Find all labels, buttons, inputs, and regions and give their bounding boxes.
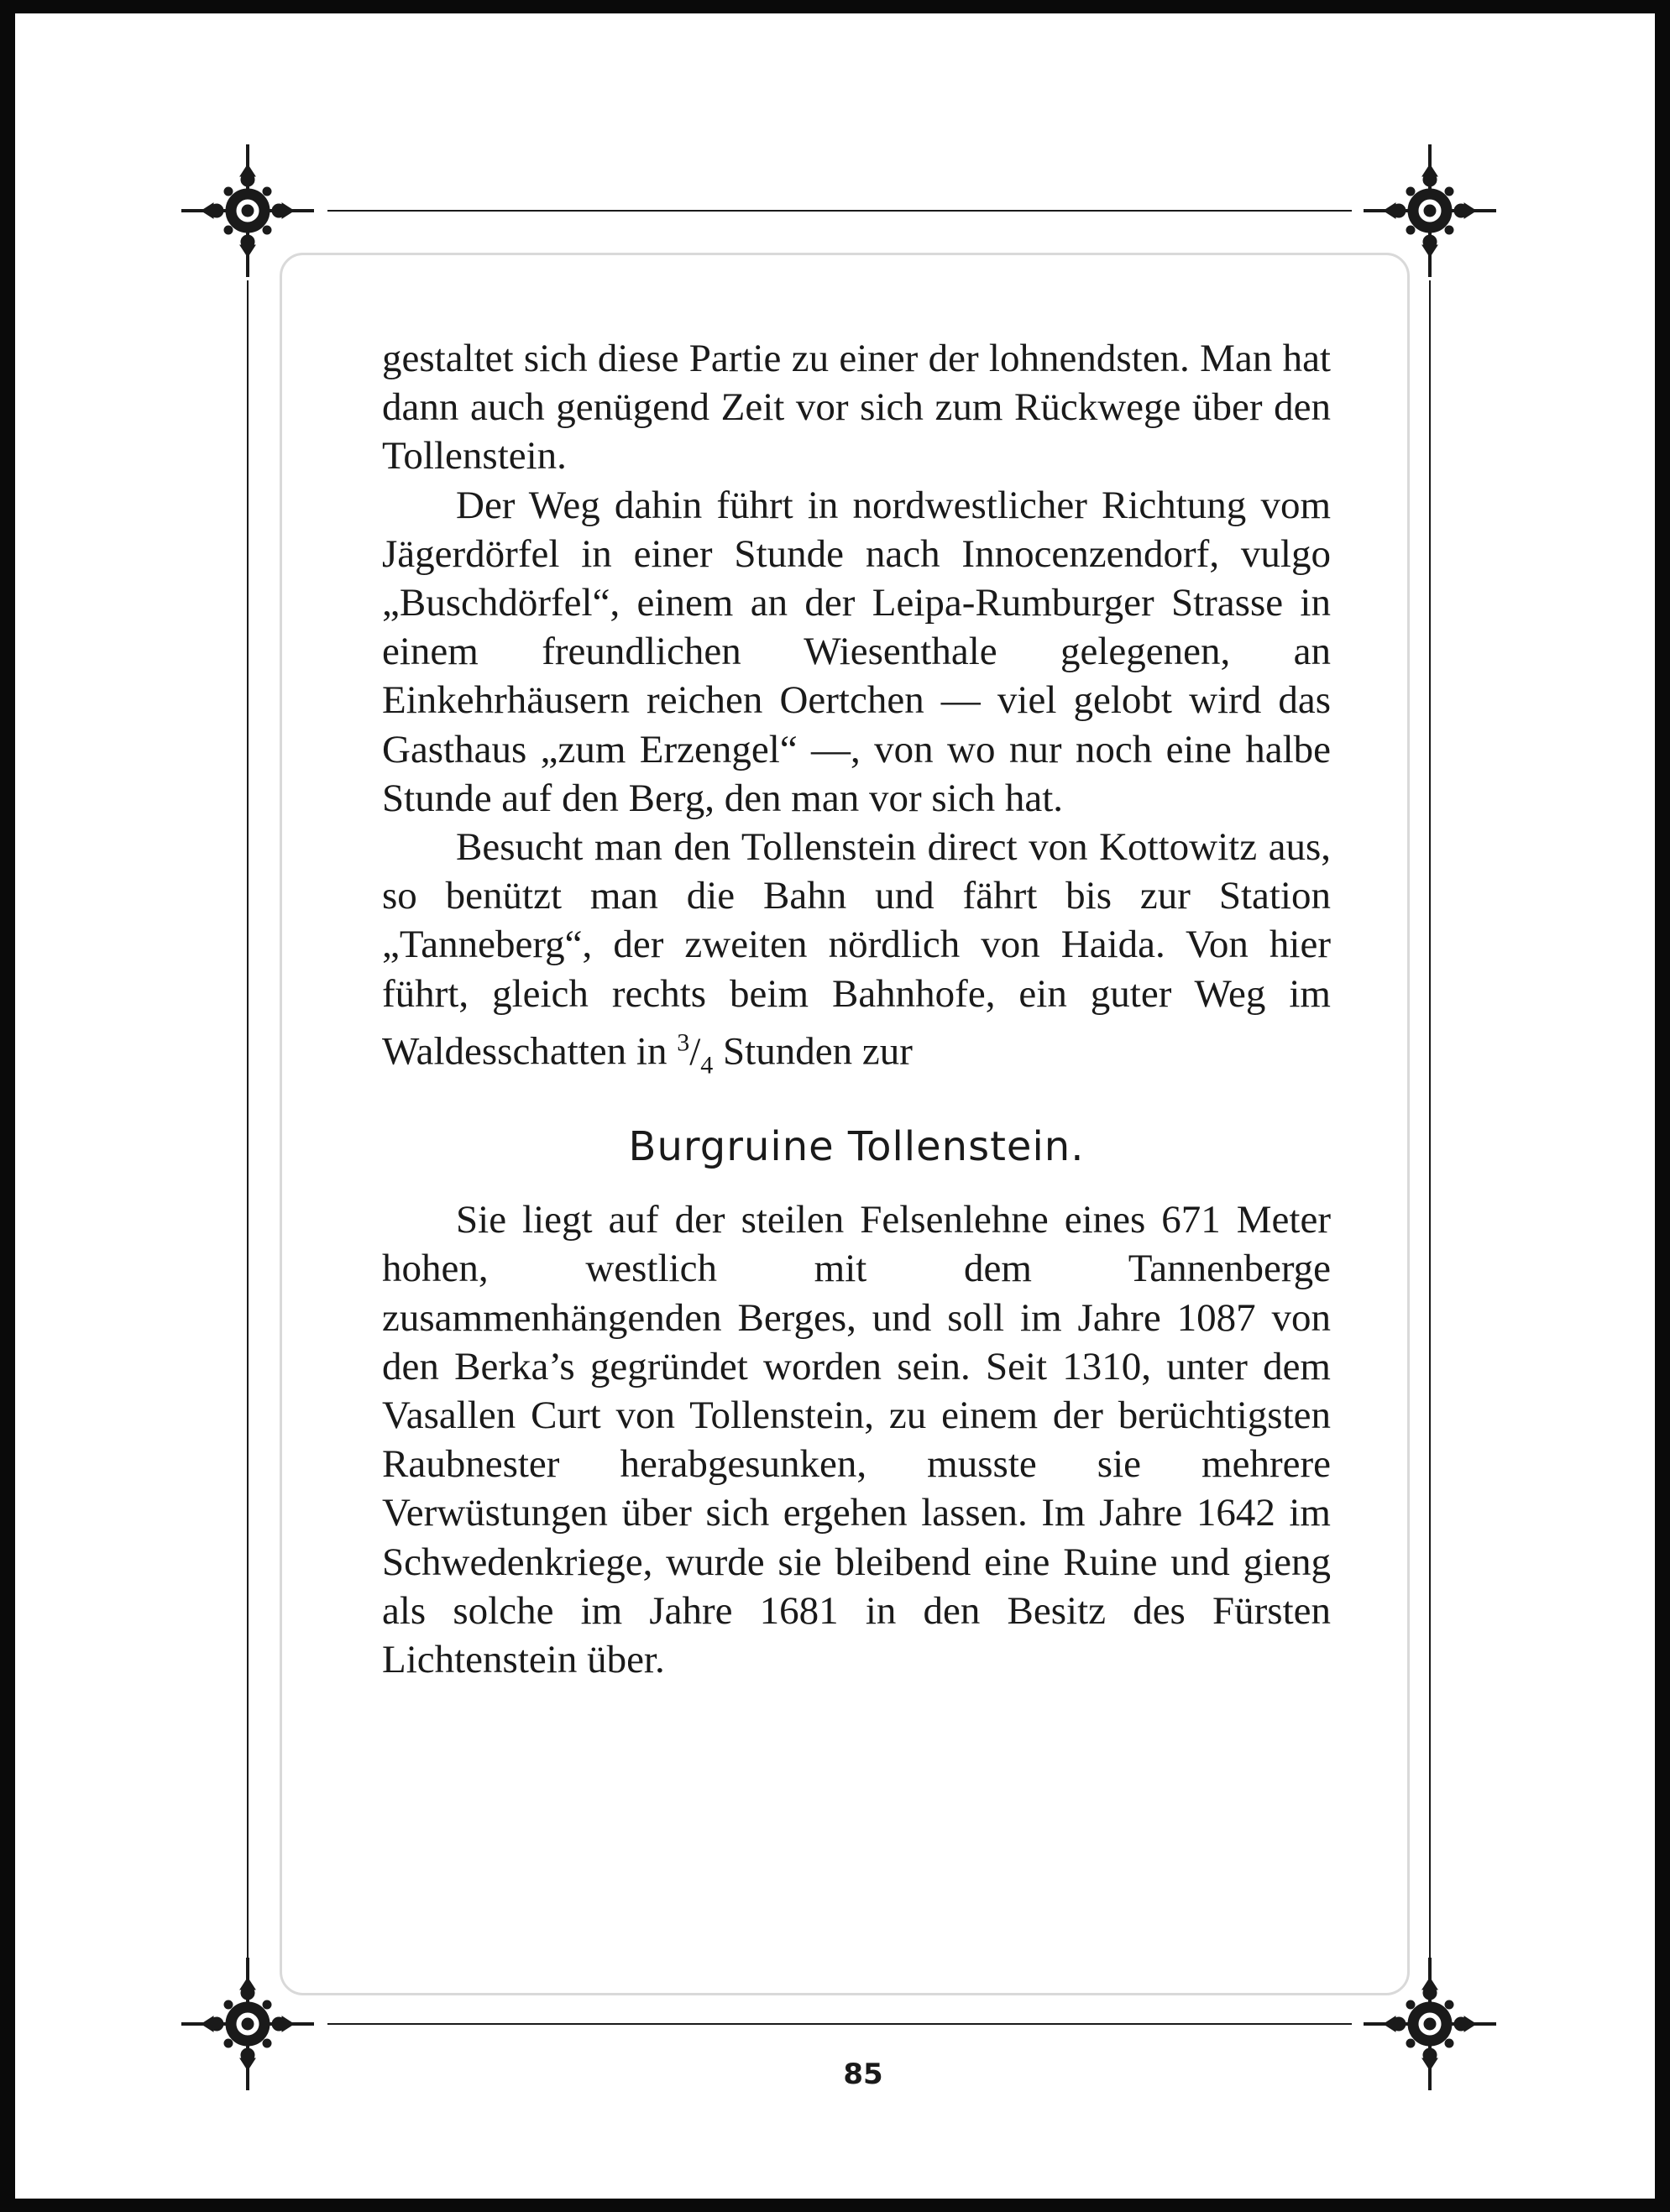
frame-right-line	[1429, 280, 1431, 1972]
paragraph-4: Sie liegt auf der steilen Felsenlehne eines 671 Meter hohen, westlich mit dem Tannenberge zusammenhängenden Berges, und soll im Jahre 1087 von den Berka’s gegründet worden sein. Seit 1310, unter dem Vasallen Curt von Tollenstein, zu einem der berüchtigsten Raubnester herabgesunken, musste sie mehrere Verwüstungen über sich ergehen lassen. Im Jahre 1642 im Schwedenkriege, wurde sie bleibend eine Ruine und gieng als solche im Jahre 1681 in den Besitz des Fürsten Lichtenstein über.	[382, 1198, 1331, 1681]
fraction-denominator: 4	[700, 1050, 714, 1079]
paragraph-3-text: Besucht man den Tollenstein direct von Kottowitz aus, so benützt man die Bahn und fährt bis zur Station „Tanneberg“, der zweiten nördlich von Haida. Von hier führt, gleich rechts beim Bahnhofe, ein guter Weg im Waldesschatten in	[382, 825, 1331, 1074]
book-page	[15, 13, 1655, 2199]
page-text	[382, 334, 1331, 1684]
paragraph-3	[382, 823, 1331, 1090]
corner-ornament-top-right-icon	[1359, 139, 1501, 282]
paragraph-1: gestaltet sich diese Partie zu einer der lohnendsten. Man hat dann auch genügend Zeit vor sich zum Rückwege über den Tollenstein.	[382, 337, 1331, 478]
paragraph-3-ending: Stunden zur	[713, 1029, 913, 1074]
corner-ornament-bottom-left-icon	[176, 1953, 319, 2095]
corner-ornament-bottom-right-icon	[1359, 1953, 1501, 2095]
fraction-numerator: 3	[677, 1028, 690, 1056]
frame-bottom-line	[327, 2023, 1352, 2025]
fraction-three-quarters	[677, 1028, 714, 1079]
page-number: 85	[843, 2058, 883, 2091]
corner-ornament-top-left-icon	[176, 139, 319, 282]
paragraph-2: Der Weg dahin führt in nordwestlicher Richtung vom Jägerdörfel in einer Stunde nach Innocenzendorf, vulgo „Buschdörfel“, einem an der Leipa-Rumburger Strasse in einem freundlichen Wiesenthale gelegenen, an Einkehrhäusern reichen Oertchen — viel gelobt wird das Gasthaus „zum Erzengel“ —, von wo nur noch eine halbe Stunde auf den Berg, den man vor sich hat.	[382, 483, 1331, 820]
frame-top-line	[327, 210, 1352, 212]
frame-left-line	[247, 280, 249, 1972]
section-heading: Burgruine Tollenstein.	[628, 1123, 1085, 1171]
fraction-slash: /	[689, 1029, 701, 1074]
